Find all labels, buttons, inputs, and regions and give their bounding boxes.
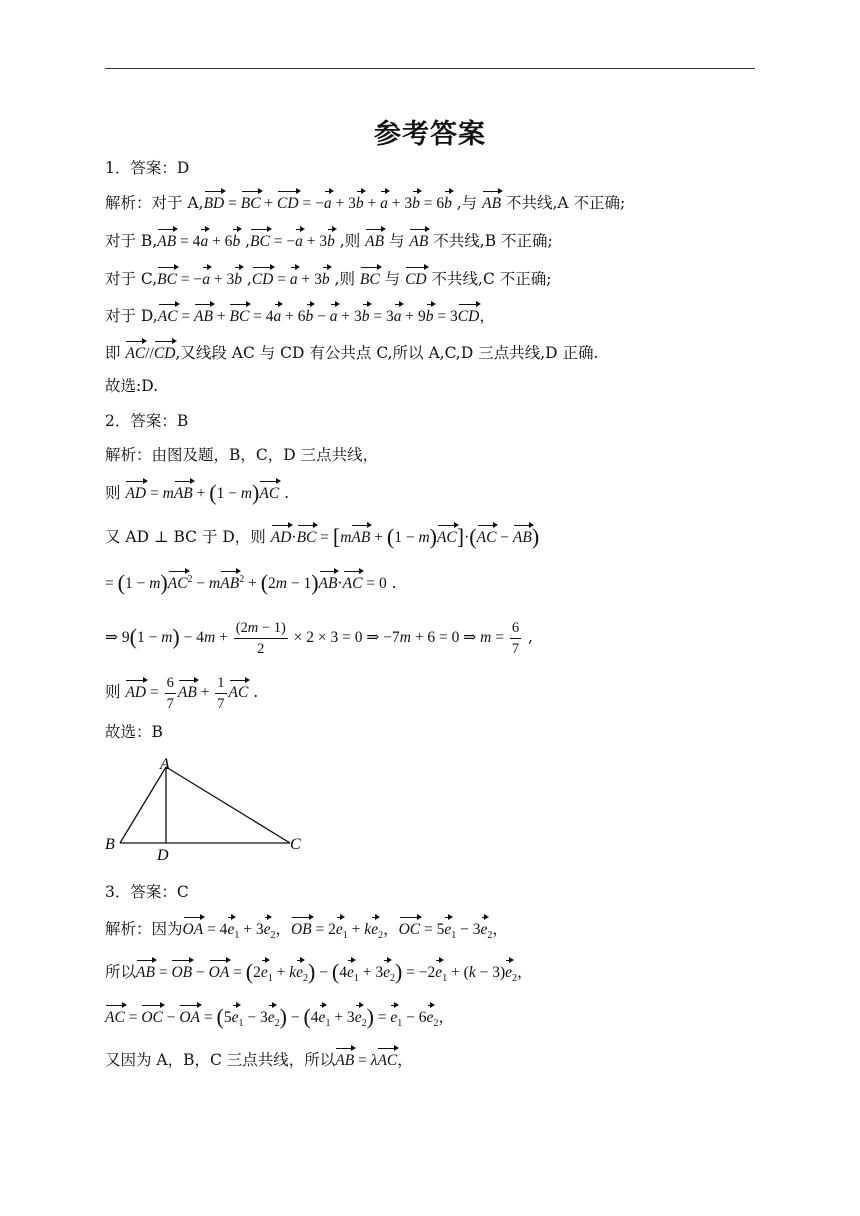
page-title: 参考答案 <box>374 119 486 150</box>
q2-line-e: ⇒ 9(1 − m) − 4m + $\frac{(2m - 1)}{2}$ × 2 × 3 = 0 ⇒ −7m + 6 = 0 ⇒ m = $\frac{6}{7}$ , <box>105 620 533 657</box>
q3-line-c: AC = OC − OA = $(5e_1 - 3e_2) - (4e_1 + 3e_2) = e_1 - 6e_2$， <box>105 1004 454 1030</box>
q3-line-d: 又因为 A，B，C 三点共线，所以AB = λAC， <box>105 1046 413 1073</box>
q2-conclusion: 故选：B <box>105 723 163 741</box>
label-d: D <box>157 847 169 864</box>
header-rule <box>105 68 755 69</box>
q2-answer: 2．答案：B <box>105 412 189 430</box>
q1-line-e: 即 AC//CD,又线段 AC 与 CD 有公共点 C,所以 A,C,D 三点共线,D 正确. <box>105 339 598 366</box>
q2-line-c: 又 AD ⊥ BC 于 D，则 AD·BC = [mAB + (1 − m)AC]·(AC − AB) <box>105 524 540 549</box>
q1-line-a: 解析：对于 A,BD = BC + CD = −a + 3b + a + 3b = 6b ,与 AB 不共线,A 不正确; <box>105 189 625 216</box>
label-c: C <box>290 836 301 853</box>
q1-conclusion: 故选:D. <box>105 377 159 395</box>
label-a: A <box>160 756 170 773</box>
q3-answer: 3．答案：C <box>105 883 189 901</box>
q1-answer: 1．答案：D <box>105 159 190 177</box>
side-ac <box>166 767 290 843</box>
q1-line-b: 对于 B,AB = 4a + 6b ,BC = −a + 3b ,则 AB 与 AB 不共线,B 不正确; <box>105 227 553 254</box>
triangle-figure <box>100 752 320 864</box>
q1-line-c: 对于 C,BC = −a + 3b ,CD = a + 3b ,则 BC 与 CD 不共线,C 不正确; <box>105 265 552 292</box>
label-b: B <box>105 836 115 853</box>
q2-line-d: = $(1 - m)AC^2 - mAB^2 + (2m - 1)AB\cdot AC = 0$ . <box>105 570 397 596</box>
q2-line-f: 则 AD = $\frac{6}{7}$ AB + $\frac{1}{7}$ AC . <box>105 675 259 712</box>
q2-line-b: 则 AD = mAB + (1 − m)AC . <box>105 480 290 505</box>
q2-line-a: 解析：由图及题，B，C，D 三点共线， <box>105 446 379 464</box>
q3-line-b: 所以AB = OB − OA = $(2e_1 + ke_2) - (4e_1 + 3e_2) = -2e_1 + (k - 3)e_2$， <box>105 959 533 985</box>
side-ab <box>120 767 166 843</box>
q3-line-a: 解析：因为OA = $4e_1 + 3e_2$，OB = $2e_1 + ke_2$，OC = $5e_1 - 3e_2$， <box>105 915 508 948</box>
q1-line-d: 对于 D,AC = AB + BC = 4a + 6b − a + 3b = 3a + 9b = 3CD， <box>105 302 495 329</box>
